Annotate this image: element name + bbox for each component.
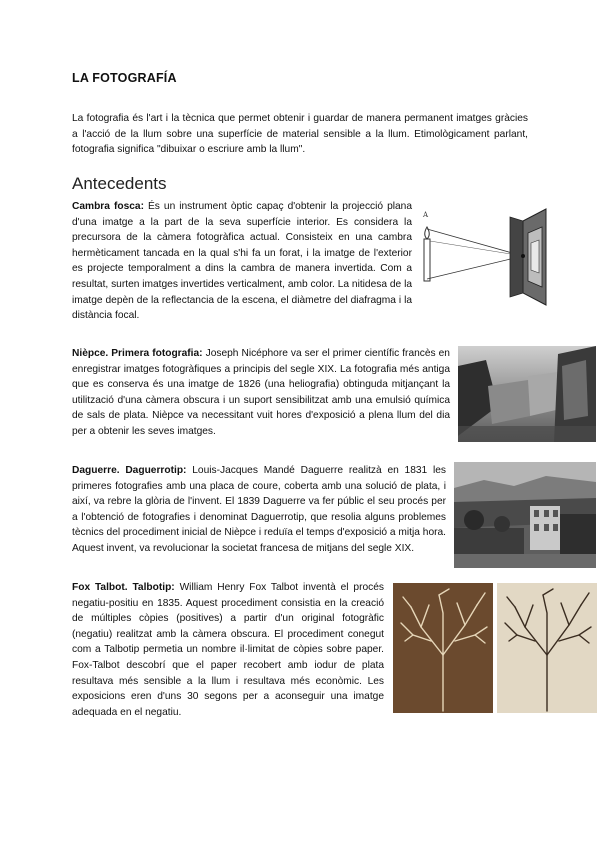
- section-niepce: [72, 346, 450, 440]
- document-title: LA FOTOGRAFÍA: [72, 71, 177, 85]
- niepce-heliograph-photo: [458, 346, 596, 442]
- section-daguerre: [72, 463, 446, 557]
- intro-paragraph: La fotografia és l'art i la tècnica que permet obtenir i guardar de manera permanent imatges gràcies a l'acció de la llum sobre una superfície de material sensible a la llum. Etimològicament parlant, fotografia significa "dibuixar o escriure amb la llum".: [72, 113, 528, 155]
- section-term: Fox Talbot. Talbotip:: [72, 582, 175, 593]
- section-term: Daguerre. Daguerrotip:: [72, 465, 187, 476]
- section-fox-talbot: [72, 580, 384, 720]
- section-text: Louis-Jacques Mandé Daguerre realitzà en 1831 les primeres fotografies amb una placa de coure, coberta amb una solució de plata, i així, va rebre la glòria de l'invent. El 1839 Daguerre va fer públic el seu procés per a l'obtenció de fotografies i denominat Daguerrotip, que resolia alguns problemes tècnics del procediment inicial de Nièpce i reduïa el temps d'exposició a mitja hora. Aquest invent, va revolucionar la societat francesa de mitjans del segle XIX.: [72, 465, 447, 554]
- section-text: William Henry Fox Talbot inventà el procés negatiu-positiu en 1835. Aquest procediment consistia en la creació de múltiples còpies (positives) a partir d'un original fotogràfic (negatiu) realitzat amb la càmera obscura. El procediment conegut com a Talbotip permetia un nombre il·limitat de còpies sobre paper. Fox-Talbot descobrí que el paper recobert amb iodur de plata resultava més sensible a la llum i resultava més econòmic. Les exposicions eren d'uns 30 segons per a aconseguir una imatge adequada en el negatiu.: [72, 582, 384, 718]
- talbot-tree-negative-positive: [393, 583, 597, 713]
- section-cambra-fosca: [72, 199, 412, 324]
- daguerreotype-street-photo: [454, 462, 596, 568]
- section-term: Cambra fosca:: [72, 201, 144, 212]
- camera-obscura-diagram: [420, 201, 550, 311]
- section-text: És un instrument òptic capaç d'obtenir la projecció plana d'una imatge a la part de la seva superfície interior. Es considera la precursora de la càmera fotogràfica actual. Consisteix en una cambra hermèticament tancada en la qual s'hi fa un forat, i la imatge de l'exterior es projecte temporalment a dins la cambra de manera invertida. Com a resultat, surten imatges invertides verticalment, amb color. La nitidesa de la imatge depèn de la reflectancia de la escena, el diàmetre del diafragma i la distància focal.: [72, 201, 413, 322]
- section-term: Nièpce. Primera fotografia:: [72, 348, 203, 359]
- section-heading: Antecedents: [72, 174, 167, 193]
- svg-text:A: A: [423, 211, 429, 219]
- section-text: Joseph Nicéphore va ser el primer científic francès en enregistrar imatges fotogràfiques a principis del segle XIX. La fotografia més antiga que es conserva és una imatge de 1826 (una heliografia) obtinguda mitjançant la utilització d'una càmera obscura i un suport sensibilitzat amb una emulsió química de sals de plata. Nièpce va necessitant vuit hores d'exposició a plena llum del dia per a obtenir les seves imatges.: [72, 348, 450, 437]
